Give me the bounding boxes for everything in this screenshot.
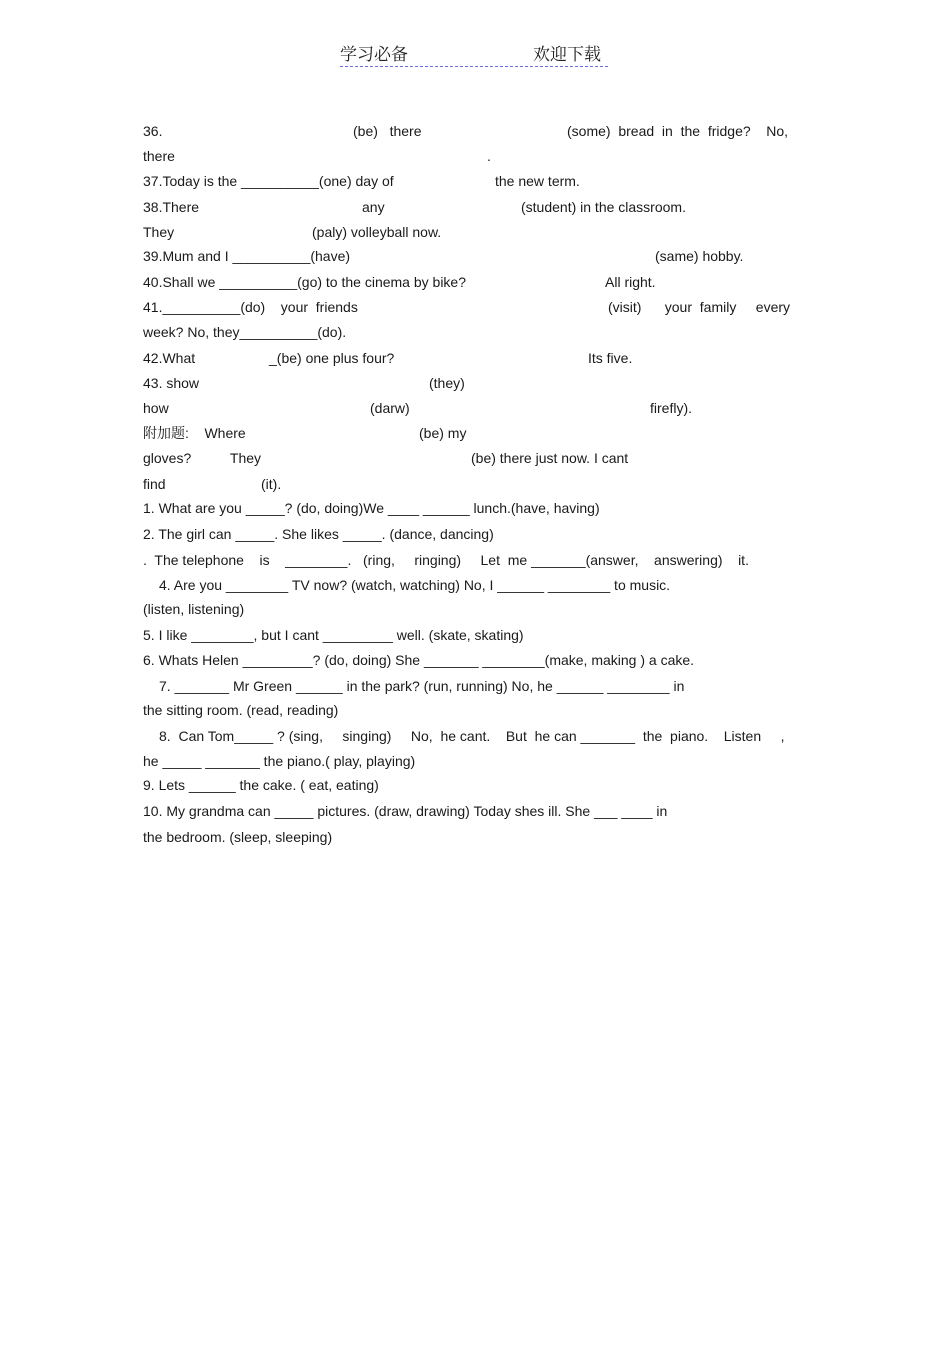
text-segment: he _____ _______ the piano.( play, playing) [143,753,416,769]
text-segment: (same) hobby. [655,248,744,264]
page-header [340,40,608,67]
text-segment: 42.What [143,350,196,366]
text-segment: (darw) [370,400,410,416]
text-segment: (listen, listening) [143,601,245,617]
text-segment: Its five. [588,350,633,366]
text-segment: 7. _______ Mr Green ______ in the park? (run, running) No, he ______ ________ in [159,678,685,694]
text-segment: 附加题: Where [143,425,246,441]
text-segment: 10. My grandma can _____ pictures. (draw, drawing) Today shes ill. She ___ ____ in [143,803,668,819]
text-segment: 4. Are you ________ TV now? (watch, watching) No, I ______ ________ to music. [159,577,671,593]
text-segment: any [362,199,385,215]
text-segment: there [143,148,175,164]
text-segment: 9. Lets ______ the cake. ( eat, eating) [143,777,379,793]
text-segment: (be) there [353,123,422,139]
text-segment: . The telephone is ________. (ring, ringing) Let me _______(answer, answering) it. [143,552,749,568]
text-segment: 38.There [143,199,200,215]
text-segment: the new term. [495,173,580,189]
text-segment: (it). [261,476,282,492]
text-segment: . [487,148,491,164]
text-segment: 2. The girl can _____. She likes _____. (dance, dancing) [143,526,494,542]
text-segment: 37.Today is the __________(one) day of [143,173,394,189]
text-segment: 8. Can Tom_____ ? (sing, singing) No, he cant. But he can _______ the piano. Listen , [159,728,785,744]
text-segment: 36. [143,123,163,139]
text-segment: how [143,400,169,416]
text-segment: 5. I like ________, but I cant _________ well. (skate, skating) [143,627,524,643]
text-segment: (be) my [419,425,467,441]
text-segment: (visit) your family every [608,299,791,315]
text-segment: week? No, they__________(do). [143,324,347,340]
text-segment: 43. show [143,375,200,391]
text-segment: They [143,224,175,240]
text-segment: All right. [605,274,656,290]
header-right-text: 欢迎下载 [533,45,601,65]
text-segment: (be) there just now. I cant [471,450,629,466]
text-segment: (some) bread in the fridge? No, [567,123,788,139]
text-segment: 41.__________(do) your friends [143,299,358,315]
text-segment: _(be) one plus four? [269,350,395,366]
text-segment: 39.Mum and I __________(have) [143,248,351,264]
text-segment: (they) [429,375,465,391]
text-segment: the sitting room. (read, reading) [143,702,339,718]
text-segment: (student) in the classroom. [521,199,686,215]
text-segment: firefly). [650,400,692,416]
header-left-text: 学习必备 [340,45,408,65]
text-segment: 40.Shall we __________(go) to the cinema by bike? [143,274,466,290]
text-segment: gloves? They [143,450,262,466]
text-segment: the bedroom. (sleep, sleeping) [143,829,333,845]
text-segment: 1. What are you _____? (do, doing)We ____ ______ lunch.(have, having) [143,500,600,516]
text-segment: (paly) volleyball now. [312,224,442,240]
text-segment: 6. Whats Helen _________? (do, doing) She _______ ________(make, making ) a cake. [143,652,695,668]
text-segment: find [143,476,166,492]
